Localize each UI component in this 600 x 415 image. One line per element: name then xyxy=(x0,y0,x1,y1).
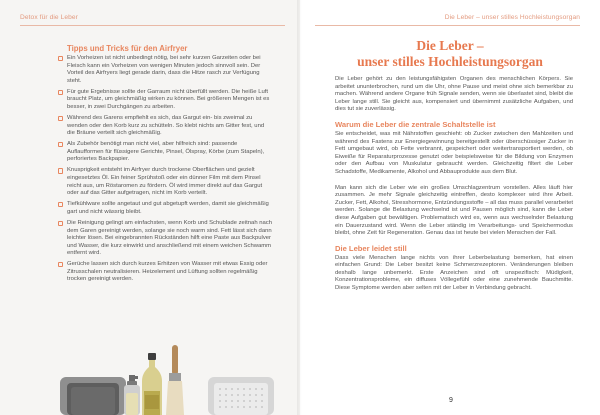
section1-paragraph-1: Sie entscheidet, was mit Nährstoffen geschieht: ob Zucker zwischen den Mahlzeiten und während des Fastens zur Energiegewinnung bereitgestellt oder überschüssiger Zucker in Fett umgebaut wird, ob Fette verbrannt, gespeichert oder weitertransportiert werden, ob Eiweiße für Reparaturprozesse genutzt oder beispielsweise für die Bildung von Enzymen oder den Aufbau von Muskulatur gebraucht werden. Gleichzeitig filtert die Leber Schadstoffe, Medikamente, Alkohol und Abbauprodukte aus dem Blut. xyxy=(335,130,573,175)
checkbox-icon xyxy=(58,90,63,95)
tip-item xyxy=(58,89,272,112)
section1-paragraph-2: Man kann sich die Leber wie ein großes Umschlagzentrum vorstellen. Alles läuft hier zusammen. Je mehr Signale gleichzeitig eintreffen, desto komplexer wird ihre Arbeit. Zucker, Fett, Alkohol, Stresshormone, Entzündungsstoffe – all das muss parallel verarbeitet werden. Solange die Belastung wechselnd ist und Pausen möglich sind, kann die Leber diese Aufgaben gut bewältigen. Problematisch wird es, wenn aus wechselnder Belastung ein Dauerzustand wird. Wenn die Leber ständig im Verarbeitungs- und Speichermodus bleibt, ohne Zeit für Regeneration. Genau das ist heute bei vielen Menschen der Fall. xyxy=(335,184,573,237)
checkbox-icon xyxy=(58,56,63,61)
chapter-title-line-1: Die Leber – xyxy=(416,38,484,53)
checkbox-icon xyxy=(58,116,63,121)
chapter-title-line-2: unser stilles Hochleistungsorgan xyxy=(357,54,543,69)
tip-item xyxy=(58,115,272,138)
baking-tray-icon xyxy=(60,377,126,415)
checkbox-icon xyxy=(58,202,63,207)
tip-text: Tiefkühlware sollte angetaut und gut abgetupft werden, damit sie gleichmäßig gart und nicht wässrig bleibt. xyxy=(67,201,269,215)
tip-text: Gerüche lassen sich durch kurzes Erhitzen von Wasser mit etwas Essig oder Zitrusschalen neutralisieren. Heizelement und Lüftung sollten regelmäßig trocken gereinigt werden. xyxy=(67,261,268,283)
chapter-body xyxy=(335,76,573,301)
tip-item xyxy=(58,141,272,164)
oil-spray-bottle-icon xyxy=(124,375,140,415)
tip-item xyxy=(58,261,272,284)
tip-item xyxy=(58,201,272,216)
checkbox-icon xyxy=(58,221,63,226)
airfryer-accessories-illustration xyxy=(58,345,278,415)
tip-item xyxy=(58,55,272,85)
tip-text: Ein Vorheizen ist nicht unbedingt nötig, bei sehr kurzen Garzeiten oder bei Fleisch kann ein Vorheizen von wenigen Minuten jedoch sinnvoll sein. Der Vorteil des Airfryers liegt gerade darin, dass die Hitze rasch zur Verfügung steht. xyxy=(67,55,261,84)
tips-title: Tipps und Tricks für den Airfryer xyxy=(67,44,188,53)
pastry-brush-icon xyxy=(166,345,184,415)
running-head-right: Die Leber – unser stilles Hochleistungsorgan xyxy=(444,14,580,21)
tip-text: Während des Garens empfiehlt es sich, das Gargut ein- bis zweimal zu wenden oder den Korb kurz zu schütteln. So klebt nichts am Gitter fest, und die Bräune verteilt sich gleichmäßig. xyxy=(67,115,265,137)
running-head-rule-right xyxy=(315,25,580,26)
checkbox-icon xyxy=(58,142,63,147)
checkbox-icon xyxy=(58,262,63,267)
section-heading-schaltstelle: Warum die Leber die zentrale Schaltstelle ist xyxy=(335,119,496,129)
tip-item xyxy=(58,220,272,258)
tip-text: Für gute Ergebnisse sollte der Garraum nicht überfüllt werden. Die heiße Luft braucht Platz, um gleichmäßig wirken zu können. Bei größeren Mengen ist es besser, in zwei Durchgängen zu arbeiten. xyxy=(67,88,270,110)
section-heading-leidet-still: Die Leber leidet still xyxy=(335,243,407,253)
tip-text: Knusprigkeit entsteht im Airfryer durch trockene Oberflächen und gezielt eingesetztes Öl. Ein feiner Sprühstoß oder ein dünner Film mit dem Pinsel reicht aus, um Röstaromen zu fördern. Öl wird immer direkt auf das Gargut oder auf das Gitter aufgetragen, nicht im Korb verteilt. xyxy=(67,167,263,197)
perforated-paper-icon xyxy=(208,377,274,415)
section2-paragraph-1: Dass viele Menschen lange nichts von ihrer Leberbelastung bemerken, hat einen einfachen Grund: Die Leber besitzt keine Schmerzrezeptoren. Veränderungen bleiben deshalb lange unbemerkt. Erste Anzeichen sind oft unspezifisch: Müdigkeit, Konzentrationsprobleme, ein diffuses Völlegefühl oder eine zunehmende Bauchmitte. Diese Symptome werden aber selten mit der Leber in Verbindung gebracht. xyxy=(335,254,573,292)
tip-text: Als Zubehör benötigt man nicht viel, aber hilfreich sind: passende Auflaufformen für flüssigere Gerichte, Pinsel, Ölspray, Körbe (zum Stapeln), perforiertes Backpapier. xyxy=(67,141,265,163)
running-head-rule-left xyxy=(20,25,285,26)
tips-list xyxy=(58,55,272,288)
checkbox-icon xyxy=(58,168,63,173)
tip-text: Die Reinigung gelingt am einfachsten, wenn Korb und Schublade zeitnah nach dem Garen gereinigt werden, solange sie noch warm sind. Fett lässt sich dann leichter lösen. Bei eingebrannten Rückständen hilft eine Paste aus Backpulver und Wasser, die kurz einwirkt und anschließend mit einem weichen Schwamm entfernt wird. xyxy=(67,219,273,257)
page-number: 9 xyxy=(449,397,453,404)
running-head-left: Detox für die Leber xyxy=(20,14,78,21)
intro-paragraph: Die Leber gehört zu den leistungsfähigsten Organen des menschlichen Körpers. Sie arbeitet ununterbrochen, rund um die Uhr, ohne Pause und meist ohne sich bemerkbar zu machen. Während andere Organe früh Signale senden, wenn sie überlastet sind, bleibt die Leber lange still. Sie gleicht aus, kompensiert und übernimmt zusätzliche Aufgaben, und dies tut sie zuverlässig. xyxy=(335,76,573,113)
oil-bottle-icon xyxy=(142,353,162,415)
tip-item xyxy=(58,167,272,197)
